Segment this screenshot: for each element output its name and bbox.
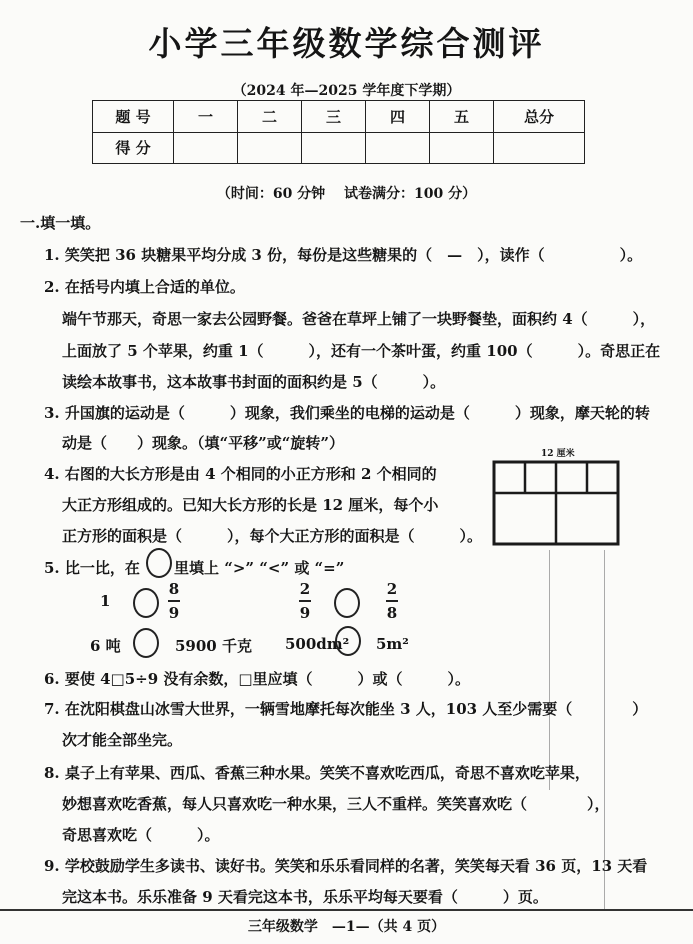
fraction-bar [168,600,180,602]
rectangle-figure [492,460,620,546]
compare-value: 1 [100,592,111,610]
answer-circle[interactable] [146,548,172,578]
answer-circle[interactable] [133,588,159,618]
fraction-denominator: 9 [299,603,311,622]
question-8-line: 8. 桌子上有苹果、西瓜、香蕉三种水果。笑笑不喜欢吃西瓜，奇思不喜欢吃苹果， [44,764,590,782]
score-cell[interactable] [494,132,585,164]
answer-circle[interactable] [133,628,159,658]
question-2-line: 2. 在括号内填上合适的单位。 [44,278,245,296]
score-header-cell: 四 [366,101,430,133]
figure-length-label: 12 厘米 [541,449,575,459]
score-table-header-row [93,101,585,133]
fraction-numerator: 8 [168,580,180,598]
question-5-line: 5. 比一比，在 [44,559,140,577]
question-5-line: 里填上 “>” “<” 或 “=” [174,559,345,577]
exam-time-info: （时间：60 分钟 试卷满分：100 分） [216,186,477,202]
question-2-line: 端午节那天，奇思一家去公园野餐。爸爸在草坪上铺了一块野餐垫，面积约 4（ ）， [62,310,656,328]
question-8-line: 奇思喜欢吃（ ）。 [62,826,220,844]
score-header-cell: 一 [174,101,238,133]
answer-circle[interactable] [334,588,360,618]
question-4-line: 大正方形组成的。已知大长方形的长是 12 厘米，每个小 [62,496,439,514]
question-4-line: 正方形的面积是（ ），每个大正方形的面积是（ ）。 [62,527,483,545]
score-header-cell: 题 号 [93,101,174,133]
fraction [386,580,398,622]
score-cell[interactable] [302,132,366,164]
score-cell[interactable] [174,132,238,164]
show-through-line [549,550,550,790]
fraction-bar [299,600,311,602]
answer-circle[interactable] [335,626,361,656]
question-9-line: 完这本书。乐乐准备 9 天看完这本书，乐乐平均每天要看（ ）页。 [62,888,548,906]
fraction-numerator: 2 [299,580,311,598]
question-3-line: 3. 升国旗的运动是（ ）现象，我们乘坐的电梯的运动是（ ）现象，摩天轮的转 [44,404,650,422]
score-row-label: 得 分 [93,132,174,164]
score-header-cell: 三 [302,101,366,133]
compare-value: 5m² [376,635,409,653]
question-2-line: 读绘本故事书，这本故事书封面的面积约是 5（ ）。 [62,373,446,391]
compare-value: 6 吨 [90,637,121,655]
score-cell[interactable] [430,132,494,164]
fraction [299,580,311,622]
question-3-line: 动是（ ）现象。（填“平移”或“旋转”） [62,434,345,452]
section-heading: 一.填一填。 [20,214,101,232]
school-term: （2024 年—2025 学年度下学期） [232,83,461,99]
page-footer: 三年级数学 —1—（共 4 页） [247,919,446,935]
score-header-cell: 总分 [494,101,585,133]
fraction-numerator: 2 [386,580,398,598]
fraction-denominator: 8 [386,603,398,622]
question-4-line: 4. 右图的大长方形是由 4 个相同的小正方形和 2 个相同的 [44,465,437,483]
score-header-cell: 二 [238,101,302,133]
question-8-line: 妙想喜欢吃香蕉，每人只喜欢吃一种水果，三人不重样。笑笑喜欢吃（ ）， [62,795,610,813]
score-cell[interactable] [366,132,430,164]
question-7-line: 次才能全部坐完。 [62,731,183,749]
score-table [92,100,585,164]
fraction-bar [386,600,398,602]
fraction [168,580,180,622]
score-table-score-row [93,132,585,164]
score-cell[interactable] [238,132,302,164]
question-6: 6. 要使 4□5÷9 没有余数，□里应填（ ）或（ ）。 [44,670,471,688]
question-7-line: 7. 在沈阳棋盘山冰雪大世界，一辆雪地摩托每次能坐 3 人，103 人至少需要（ ） [44,700,648,718]
page-title: 小学三年级数学综合测评 [148,24,545,63]
question-2-line: 上面放了 5 个苹果，约重 1（ ），还有一个茶叶蛋，约重 100（ ）。奇思正在 [62,342,661,360]
question-1: 1. 笑笑把 36 块糖果平均分成 3 份，每份是这些糖果的（ — ），读作（ ）。 [44,246,643,264]
score-header-cell: 五 [430,101,494,133]
compare-value: 500dm² [285,635,350,653]
footer-rule [0,909,693,911]
question-9-line: 9. 学校鼓励学生多读书、读好书。笑笑和乐乐看同样的名著，笑笑每天看 36 页，13 天看 [44,857,648,875]
fraction-denominator: 9 [168,603,180,622]
compare-value: 5900 千克 [175,637,252,655]
